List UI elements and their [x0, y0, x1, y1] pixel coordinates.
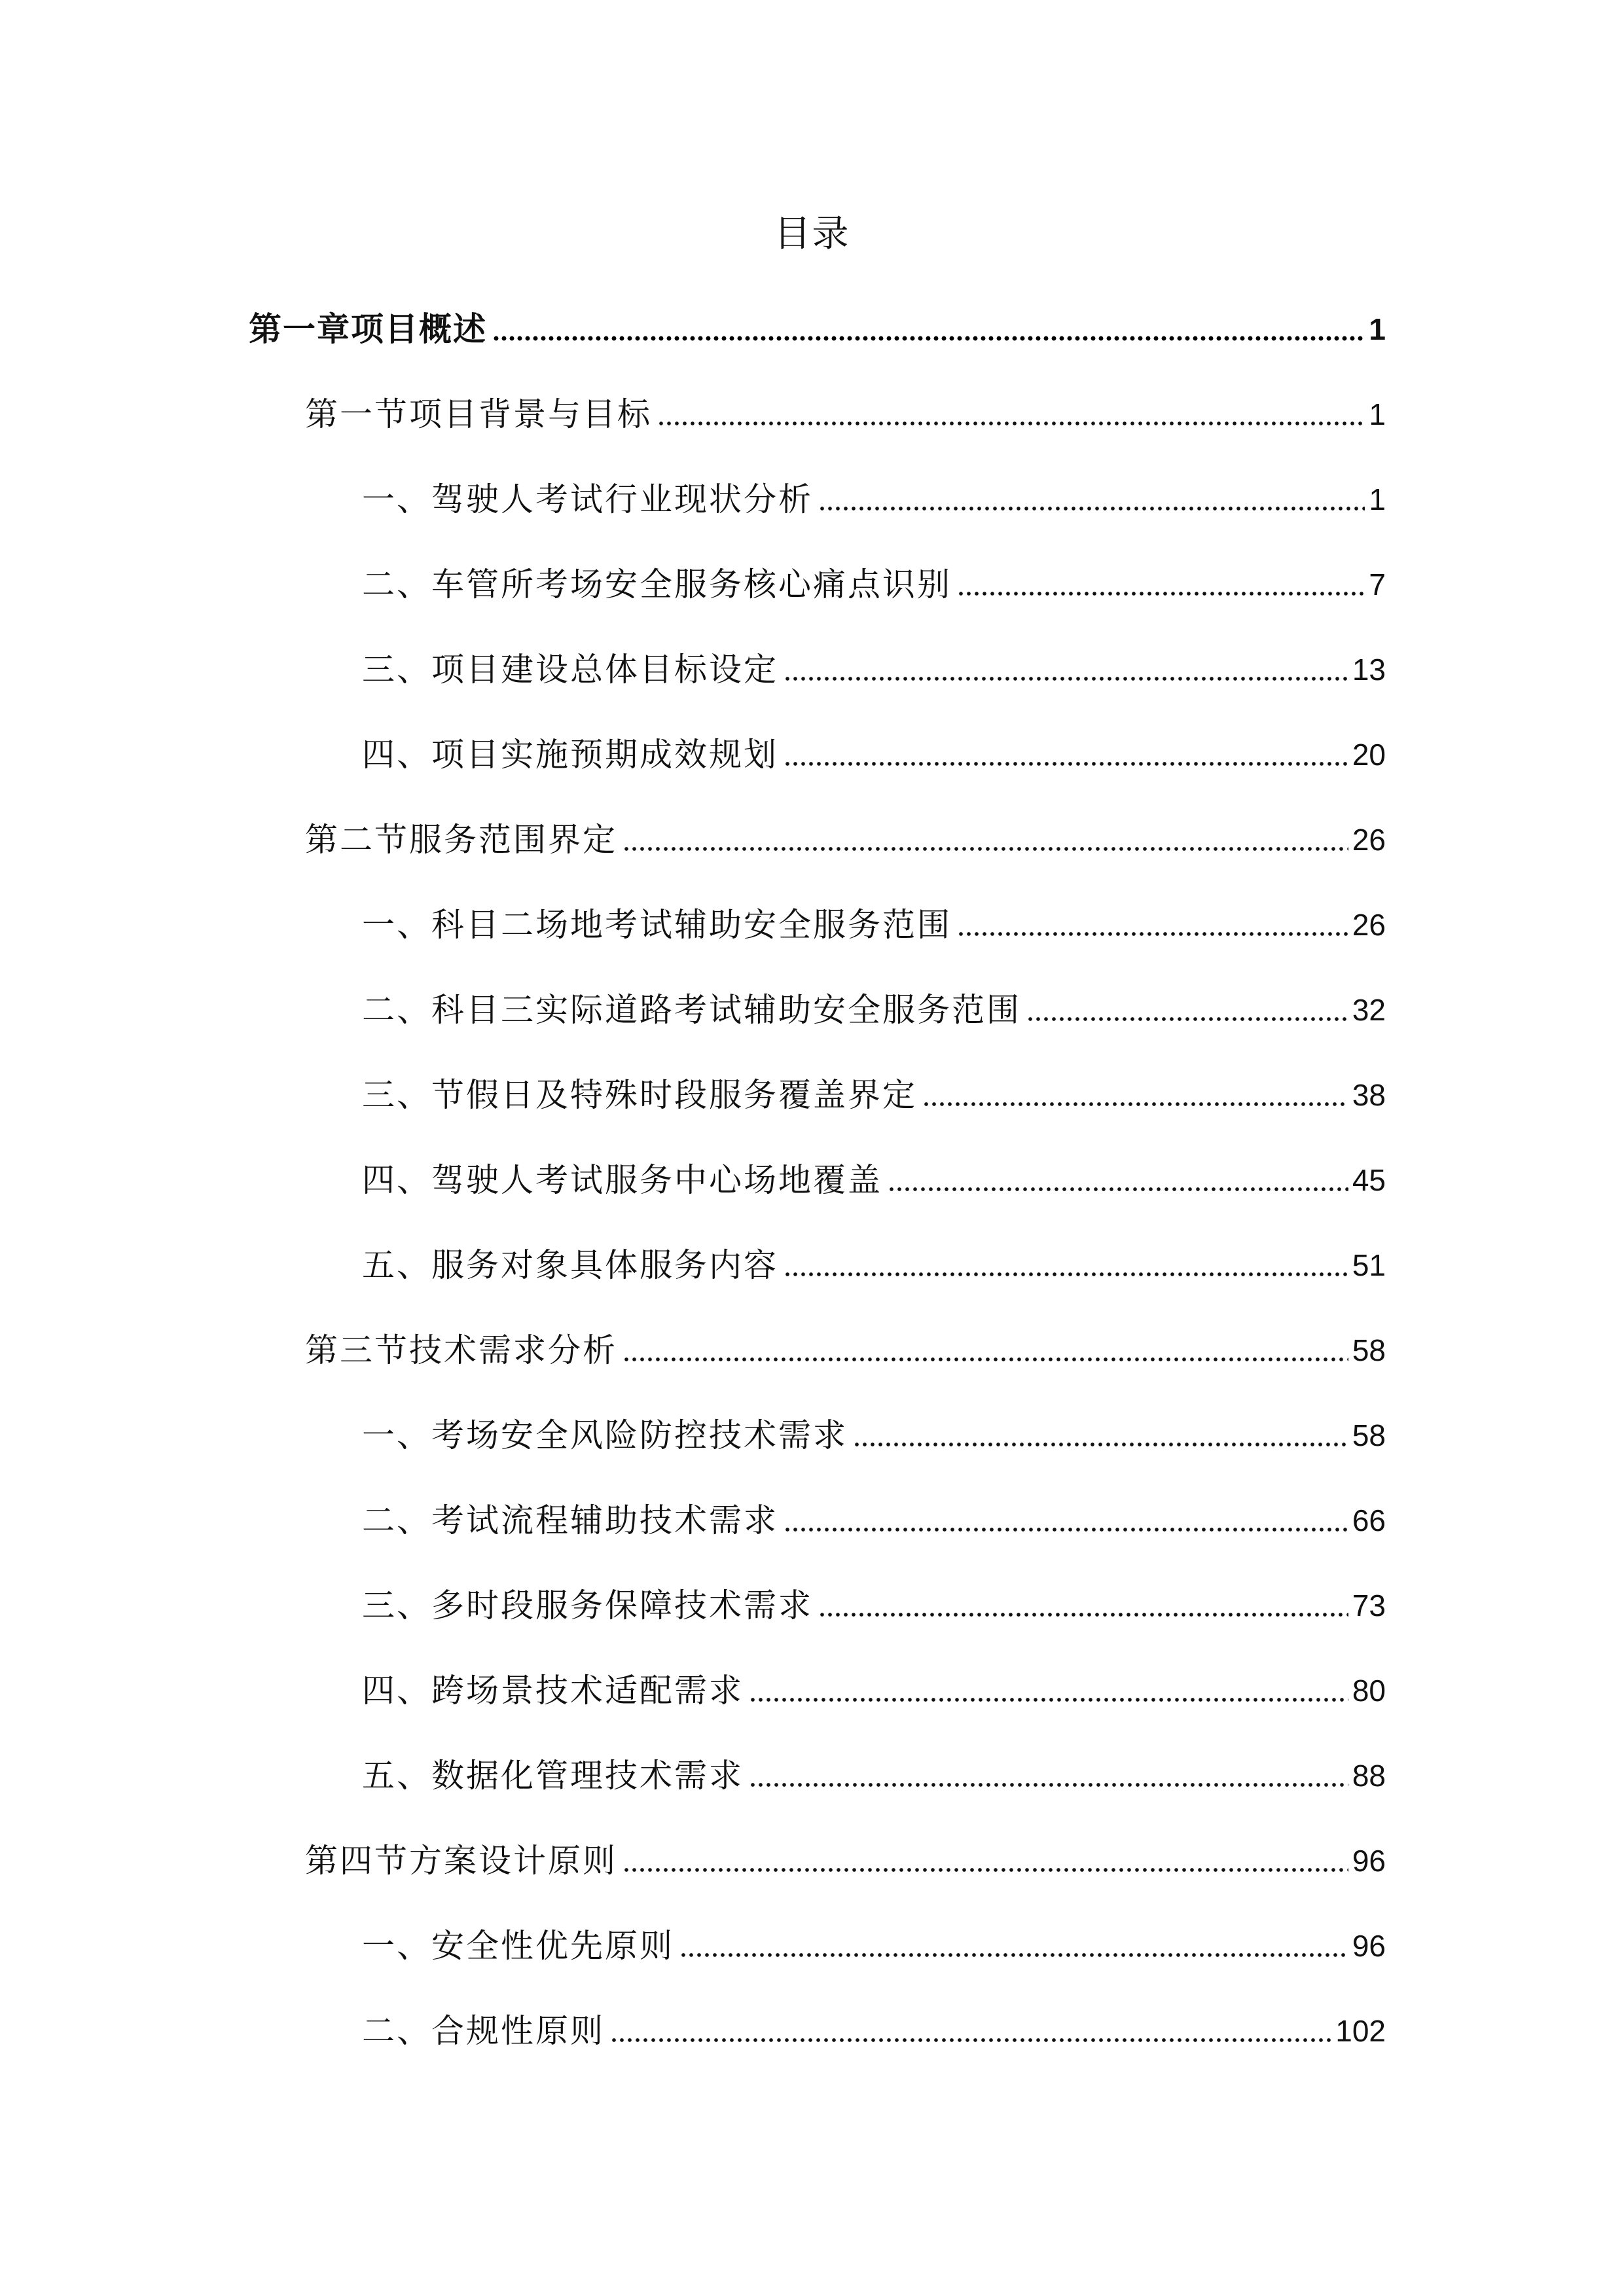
toc-entry-label: 二、科目三实际道路考试辅助安全服务范围	[362, 989, 1026, 1031]
toc-dot-leader	[888, 1162, 1348, 1193]
toc-subsection-entry[interactable]	[0, 723, 1624, 776]
toc-entry-label: 第三节技术需求分析	[305, 1329, 623, 1371]
toc-page-number: 38	[1348, 1074, 1386, 1116]
toc-subsection-entry[interactable]	[0, 1914, 1624, 1967]
toc-subsection-entry[interactable]	[0, 1149, 1624, 1201]
toc-section-entry[interactable]	[0, 1829, 1624, 1882]
toc-subsection-entry[interactable]	[0, 1659, 1624, 1712]
toc-dot-leader	[784, 736, 1348, 768]
toc-dot-leader	[749, 1672, 1348, 1704]
toc-page-number: 32	[1348, 989, 1386, 1031]
toc-page-number: 1	[1365, 478, 1386, 520]
toc-page-number: 51	[1348, 1244, 1386, 1286]
toc-dot-leader	[853, 1417, 1348, 1448]
toc-entry-label: 三、多时段服务保障技术需求	[362, 1585, 818, 1626]
toc-page-number: 7	[1365, 564, 1386, 605]
toc-subsection-entry[interactable]	[0, 1574, 1624, 1626]
toc-page-number: 66	[1348, 1499, 1386, 1541]
toc-entry-label: 三、节假日及特殊时段服务覆盖界定	[362, 1074, 922, 1116]
toc-dot-leader	[623, 1842, 1348, 1874]
toc-page-number: 88	[1348, 1755, 1386, 1797]
toc-page-number: 1	[1365, 308, 1386, 350]
toc-subsection-entry[interactable]	[0, 553, 1624, 605]
toc-page-number: 96	[1348, 1840, 1386, 1882]
toc-title: 目录	[774, 213, 850, 255]
toc-subsection-entry[interactable]	[0, 1744, 1624, 1797]
toc-subsection-entry[interactable]	[0, 893, 1624, 946]
toc-entry-label: 第一章项目概述	[249, 308, 492, 350]
toc-section-entry[interactable]	[0, 808, 1624, 861]
toc-dot-leader	[818, 481, 1365, 512]
toc-dot-leader	[818, 1587, 1348, 1619]
toc-page-number: 45	[1348, 1159, 1386, 1201]
toc-entry-label: 四、跨场景技术适配需求	[362, 1670, 749, 1712]
toc-page-number: 20	[1348, 734, 1386, 776]
toc-dot-leader	[492, 311, 1365, 342]
toc-dot-leader	[623, 1332, 1348, 1363]
toc-dot-leader	[957, 566, 1365, 598]
toc-page-number: 58	[1348, 1329, 1386, 1371]
toc-page-number: 73	[1348, 1585, 1386, 1626]
toc-entry-label: 五、服务对象具体服务内容	[362, 1244, 784, 1286]
toc-dot-leader	[610, 2013, 1331, 2044]
toc-page-number: 80	[1348, 1670, 1386, 1712]
toc-entry-label: 三、项目建设总体目标设定	[362, 649, 784, 691]
toc-dot-leader	[623, 821, 1348, 853]
toc-entry-label: 二、车管所考场安全服务核心痛点识别	[362, 564, 957, 605]
toc-subsection-entry[interactable]	[0, 1404, 1624, 1456]
toc-dot-leader	[784, 651, 1348, 683]
toc-subsection-entry[interactable]	[0, 1234, 1624, 1286]
toc-dot-leader	[657, 396, 1365, 427]
toc-entry-label: 一、驾驶人考试行业现状分析	[362, 478, 818, 520]
toc-page-number: 26	[1348, 819, 1386, 861]
toc-chapter-entry[interactable]	[0, 298, 1624, 350]
toc-entry-label: 第一节项目背景与目标	[305, 393, 657, 435]
toc-entry-label: 四、项目实施预期成效规划	[362, 734, 784, 776]
toc-entry-label: 一、安全性优先原则	[362, 1925, 679, 1967]
toc-dot-leader	[749, 1757, 1348, 1789]
toc-dot-leader	[784, 1502, 1348, 1534]
toc-entry-label: 一、科目二场地考试辅助安全服务范围	[362, 904, 957, 946]
toc-section-entry[interactable]	[0, 383, 1624, 435]
toc-page-number: 13	[1348, 649, 1386, 691]
toc-dot-leader	[922, 1077, 1348, 1108]
toc-entry-label: 第二节服务范围界定	[305, 819, 623, 861]
toc-entry-label: 四、驾驶人考试服务中心场地覆盖	[362, 1159, 888, 1201]
toc-dot-leader	[957, 906, 1348, 938]
toc-page-number: 26	[1348, 904, 1386, 946]
toc-subsection-entry[interactable]	[0, 468, 1624, 520]
toc-subsection-entry[interactable]	[0, 1064, 1624, 1116]
toc-page-number: 58	[1348, 1414, 1386, 1456]
toc-page-number: 96	[1348, 1925, 1386, 1967]
toc-subsection-entry[interactable]	[0, 2000, 1624, 2052]
toc-entry-label: 第四节方案设计原则	[305, 1840, 623, 1882]
toc-section-entry[interactable]	[0, 1319, 1624, 1371]
toc-entry-label: 二、合规性原则	[362, 2010, 610, 2052]
toc-page-number: 1	[1365, 393, 1386, 435]
toc-subsection-entry[interactable]	[0, 1489, 1624, 1541]
toc-entry-label: 一、考场安全风险防控技术需求	[362, 1414, 853, 1456]
toc-dot-leader	[1026, 992, 1348, 1023]
toc-dot-leader	[679, 1928, 1348, 1959]
toc-page-number: 102	[1331, 2010, 1386, 2052]
toc-dot-leader	[784, 1247, 1348, 1278]
toc-entry-label: 二、考试流程辅助技术需求	[362, 1499, 784, 1541]
toc-subsection-entry[interactable]	[0, 638, 1624, 691]
toc-subsection-entry[interactable]	[0, 978, 1624, 1031]
toc-entry-label: 五、数据化管理技术需求	[362, 1755, 749, 1797]
